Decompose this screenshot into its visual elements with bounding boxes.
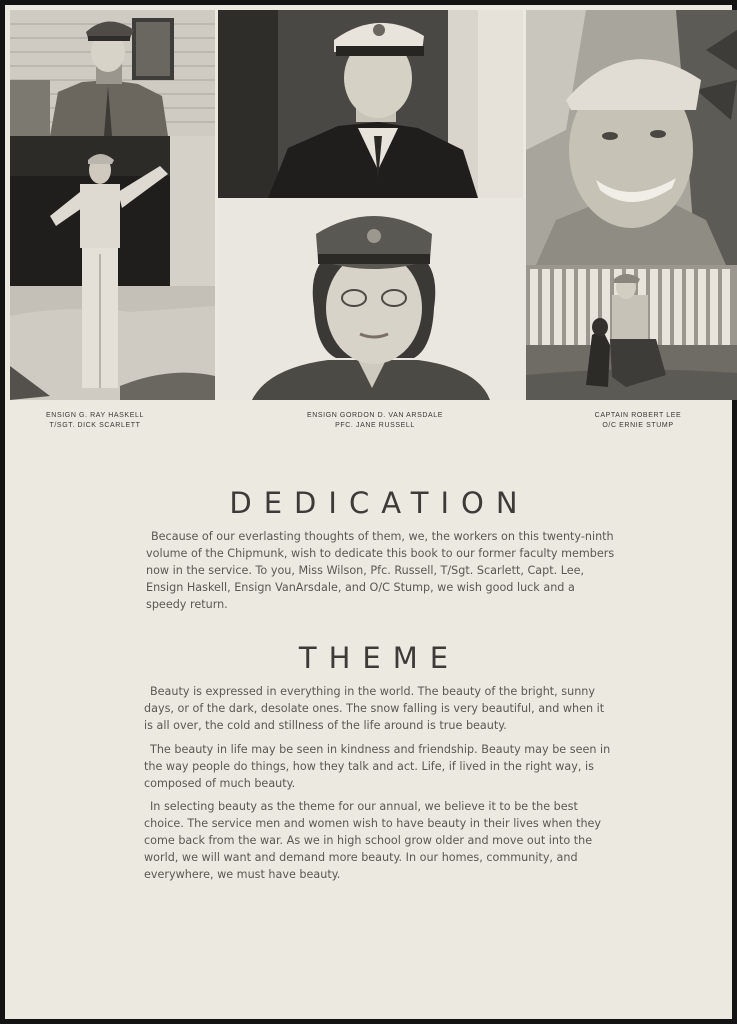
theme-paragraph-2: The beauty in life may be seen in kindness and friendship. Beauty may be seen in the way people do things, how they talk and act. Life, if lived in the right way, is composed of much beauty. <box>144 743 611 790</box>
caption-right <box>553 411 723 431</box>
dedication-heading: DEDICATION <box>229 486 530 520</box>
caption-left-line2: T/SGT. DICK SCARLETT <box>49 422 141 429</box>
caption-left <box>15 411 175 431</box>
photo-lee-portrait <box>526 10 737 265</box>
photo-jane-russell <box>218 198 526 400</box>
photo-scarlett <box>10 136 215 400</box>
caption-center-line2: PFC. JANE RUSSELL <box>335 422 415 429</box>
photo-ernie-stump <box>526 265 737 400</box>
theme-paragraph-1: Beauty is expressed in everything in the world. The beauty of the bright, sunny days, or of the dark, desolate ones. The snow falling is very beautiful, and when it is all over, the cold and stillness of the life around is true beauty. <box>144 685 605 732</box>
photo-van-arsdale-portrait <box>218 10 523 198</box>
theme-heading: THEME <box>298 641 461 675</box>
photo-haskell-portrait <box>10 10 215 136</box>
theme-paragraph-3: In selecting beauty as the theme for our annual, we believe it to be the best choice. The service men and women wish to have beauty in their lives when they come back from the war. As we in high school grow older and move out into the world, we will want and demand more beauty. In our homes, community, and everywhere, we must have beauty. <box>144 800 602 881</box>
caption-center-line1: ENSIGN GORDON D. VAN ARSDALE <box>306 412 444 419</box>
caption-right-line1: CAPTAIN ROBERT LEE <box>594 412 682 419</box>
dedication-body: Because of our everlasting thoughts of them, we, the workers on this twenty-ninth volume of the Chipmunk, wish to dedicate this book to our former faculty members now in the service. To you, Miss Wilson, Pfc. Russell, T/Sgt. Scarlett, Capt. Lee, Ensign Haskell, Ensign VanArsdale, and O/C Stump, we wish good luck and a speedy return. <box>146 530 615 611</box>
caption-left-line1: ENSIGN G. RAY HASKELL <box>46 412 144 419</box>
caption-center <box>275 411 475 431</box>
caption-right-line2: O/C ERNIE STUMP <box>602 422 674 429</box>
